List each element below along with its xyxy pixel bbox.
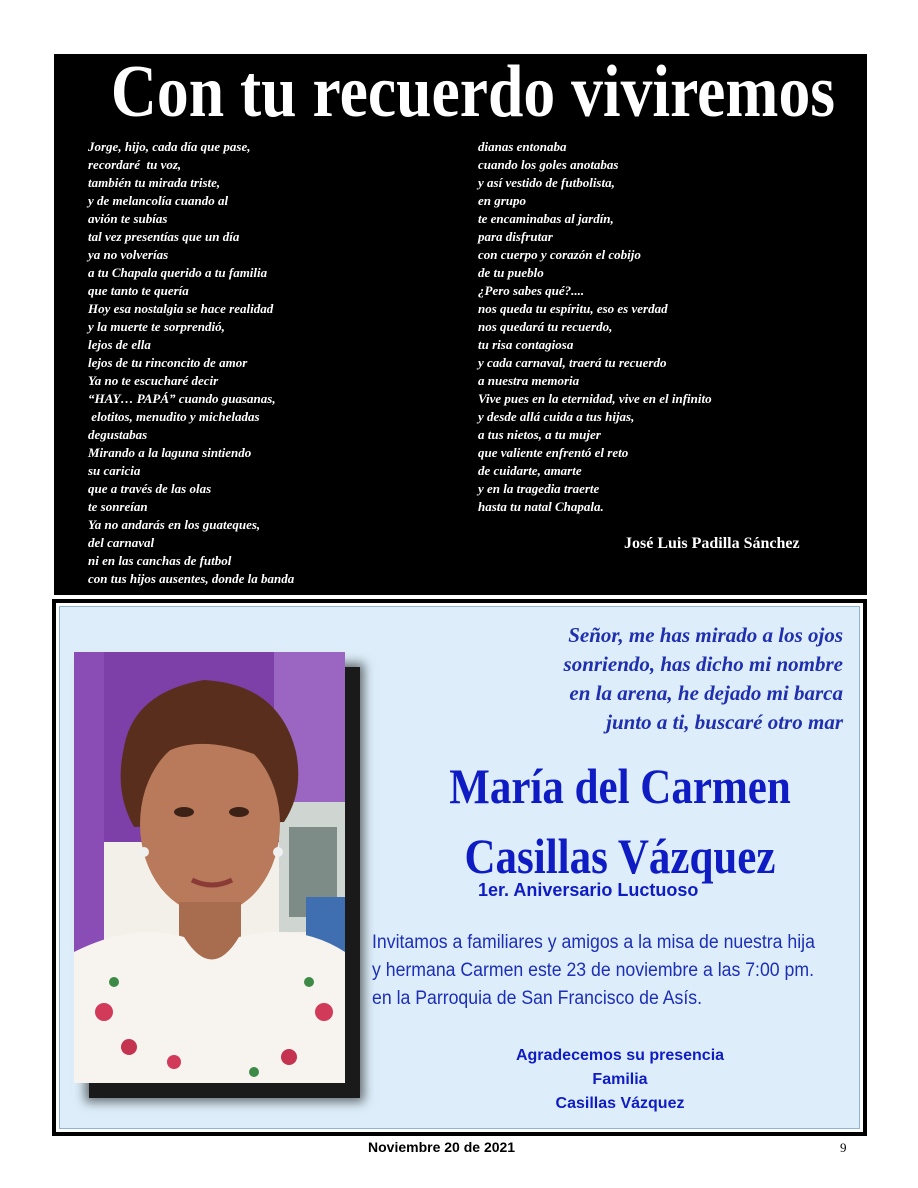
poem-line: ni en las canchas de futbol xyxy=(88,553,232,568)
memorial-card xyxy=(52,599,867,1136)
poem-line: que tanto te quería xyxy=(88,283,189,298)
poem-line: que valiente enfrentó el reto xyxy=(478,445,629,460)
thanks-block xyxy=(460,1044,780,1116)
thanks-line: Casillas Vázquez xyxy=(555,1095,685,1112)
poem-line: y así vestido de futbolista, xyxy=(478,175,615,190)
poem-line: y cada carnaval, traerá tu recuerdo xyxy=(478,355,667,370)
poem-line: tu risa contagiosa xyxy=(478,337,574,352)
poem-line: dianas entonaba xyxy=(478,139,567,154)
poem-line: también tu mirada triste, xyxy=(88,175,221,190)
poem-line: lejos de ella xyxy=(88,337,151,352)
poem-line: lejos de tu rinconcito de amor xyxy=(88,355,248,370)
poem-line: de tu pueblo xyxy=(478,265,544,280)
poem-line: del carnaval xyxy=(88,535,155,550)
page-number: 9 xyxy=(840,1140,847,1155)
poem-line: a tus nietos, a tu mujer xyxy=(478,427,601,442)
deceased-name-last: Casillas Vázquez xyxy=(464,828,776,884)
poem-line: Ya no andarás en los guateques, xyxy=(88,517,261,532)
poem-line: Jorge, hijo, cada día que pase, xyxy=(88,139,251,154)
invitation-line: y hermana Carmen este 23 de noviembre a las 7:00 pm. xyxy=(372,960,814,981)
invitation-line: en la Parroquia de San Francisco de Asís. xyxy=(372,988,703,1009)
poem-line: para disfrutar xyxy=(478,229,553,244)
poem-line: Vive pues en la eternidad, vive en el infinito xyxy=(478,391,712,406)
poem-line: y en la tragedia traerte xyxy=(478,481,600,496)
thanks-line: Familia xyxy=(592,1071,648,1088)
poem-line: avión te subías xyxy=(88,211,168,226)
poem-line: Hoy esa nostalgia se hace realidad xyxy=(88,301,274,316)
poem-line: nos quedará tu recuerdo, xyxy=(478,319,613,334)
verse-line: Señor, me has mirado a los ojos xyxy=(568,623,843,647)
poem-column-left xyxy=(88,138,448,588)
poem-title: Con tu recuerdo viviremos xyxy=(110,51,836,133)
poem-line: degustabas xyxy=(88,427,148,442)
invitation-text xyxy=(372,929,828,1013)
poem-column-right xyxy=(478,138,858,516)
anniversary-label: 1er. Aniversario Luctuoso xyxy=(478,880,699,900)
deceased-name-first: María del Carmen xyxy=(449,758,791,814)
memorial-panel xyxy=(59,606,860,1129)
poem-line: a nuestra memoria xyxy=(478,373,580,388)
poem-line: hasta tu natal Chapala. xyxy=(478,499,604,514)
poem-line: que a través de las olas xyxy=(88,481,212,496)
poem-line: nos queda tu espíritu, eso es verdad xyxy=(478,301,668,316)
poem-section xyxy=(54,51,867,595)
poem-line: recordaré tu voz, xyxy=(88,157,182,172)
thanks-line: Agradecemos su presencia xyxy=(515,1047,725,1064)
invitation-line: Invitamos a familiares y amigos a la misa de nuestra hija xyxy=(372,932,815,953)
poem-line: ¿Pero sabes qué?.... xyxy=(478,283,585,298)
verse-line: junto a ti, buscaré otro mar xyxy=(606,710,843,734)
poem-line: y desde allá cuida a tus hijas, xyxy=(478,409,635,424)
poem-line: en grupo xyxy=(478,193,527,208)
poem-line: con tus hijos ausentes, donde la banda xyxy=(88,571,295,586)
footer-date: Noviembre 20 de 2021 xyxy=(368,1139,516,1155)
poem-line: cuando los goles anotabas xyxy=(478,157,619,172)
poem-line: de cuidarte, amarte xyxy=(478,463,582,478)
poem-line: su caricia xyxy=(88,463,141,478)
verse-line: en la arena, he dejado mi barca xyxy=(569,681,843,705)
poem-line: te encaminabas al jardín, xyxy=(478,211,614,226)
poem-line: y la muerte te sorprendió, xyxy=(88,319,225,334)
poem-line: y de melancolía cuando al xyxy=(88,193,229,208)
poem-author: José Luis Padilla Sánchez xyxy=(624,535,800,552)
poem-line: Ya no te escucharé decir xyxy=(88,373,219,388)
poem-line: te sonreían xyxy=(88,499,148,514)
poem-line: con cuerpo y corazón el cobijo xyxy=(478,247,641,262)
poem-line: “HAY… PAPÁ” cuando guasanas, xyxy=(88,391,276,406)
poem-line: elotitos, menudito y micheladas xyxy=(88,409,260,424)
poem-line: tal vez presentías que un día xyxy=(88,229,240,244)
poem-line: ya no volverías xyxy=(88,247,169,262)
poem-line: a tu Chapala querido a tu familia xyxy=(88,265,268,280)
portrait-photo-icon xyxy=(74,652,345,1083)
verse-line: sonriendo, has dicho mi nombre xyxy=(563,652,843,676)
memorial-verse xyxy=(564,621,843,737)
poem-line: Mirando a la laguna sintiendo xyxy=(88,445,252,460)
